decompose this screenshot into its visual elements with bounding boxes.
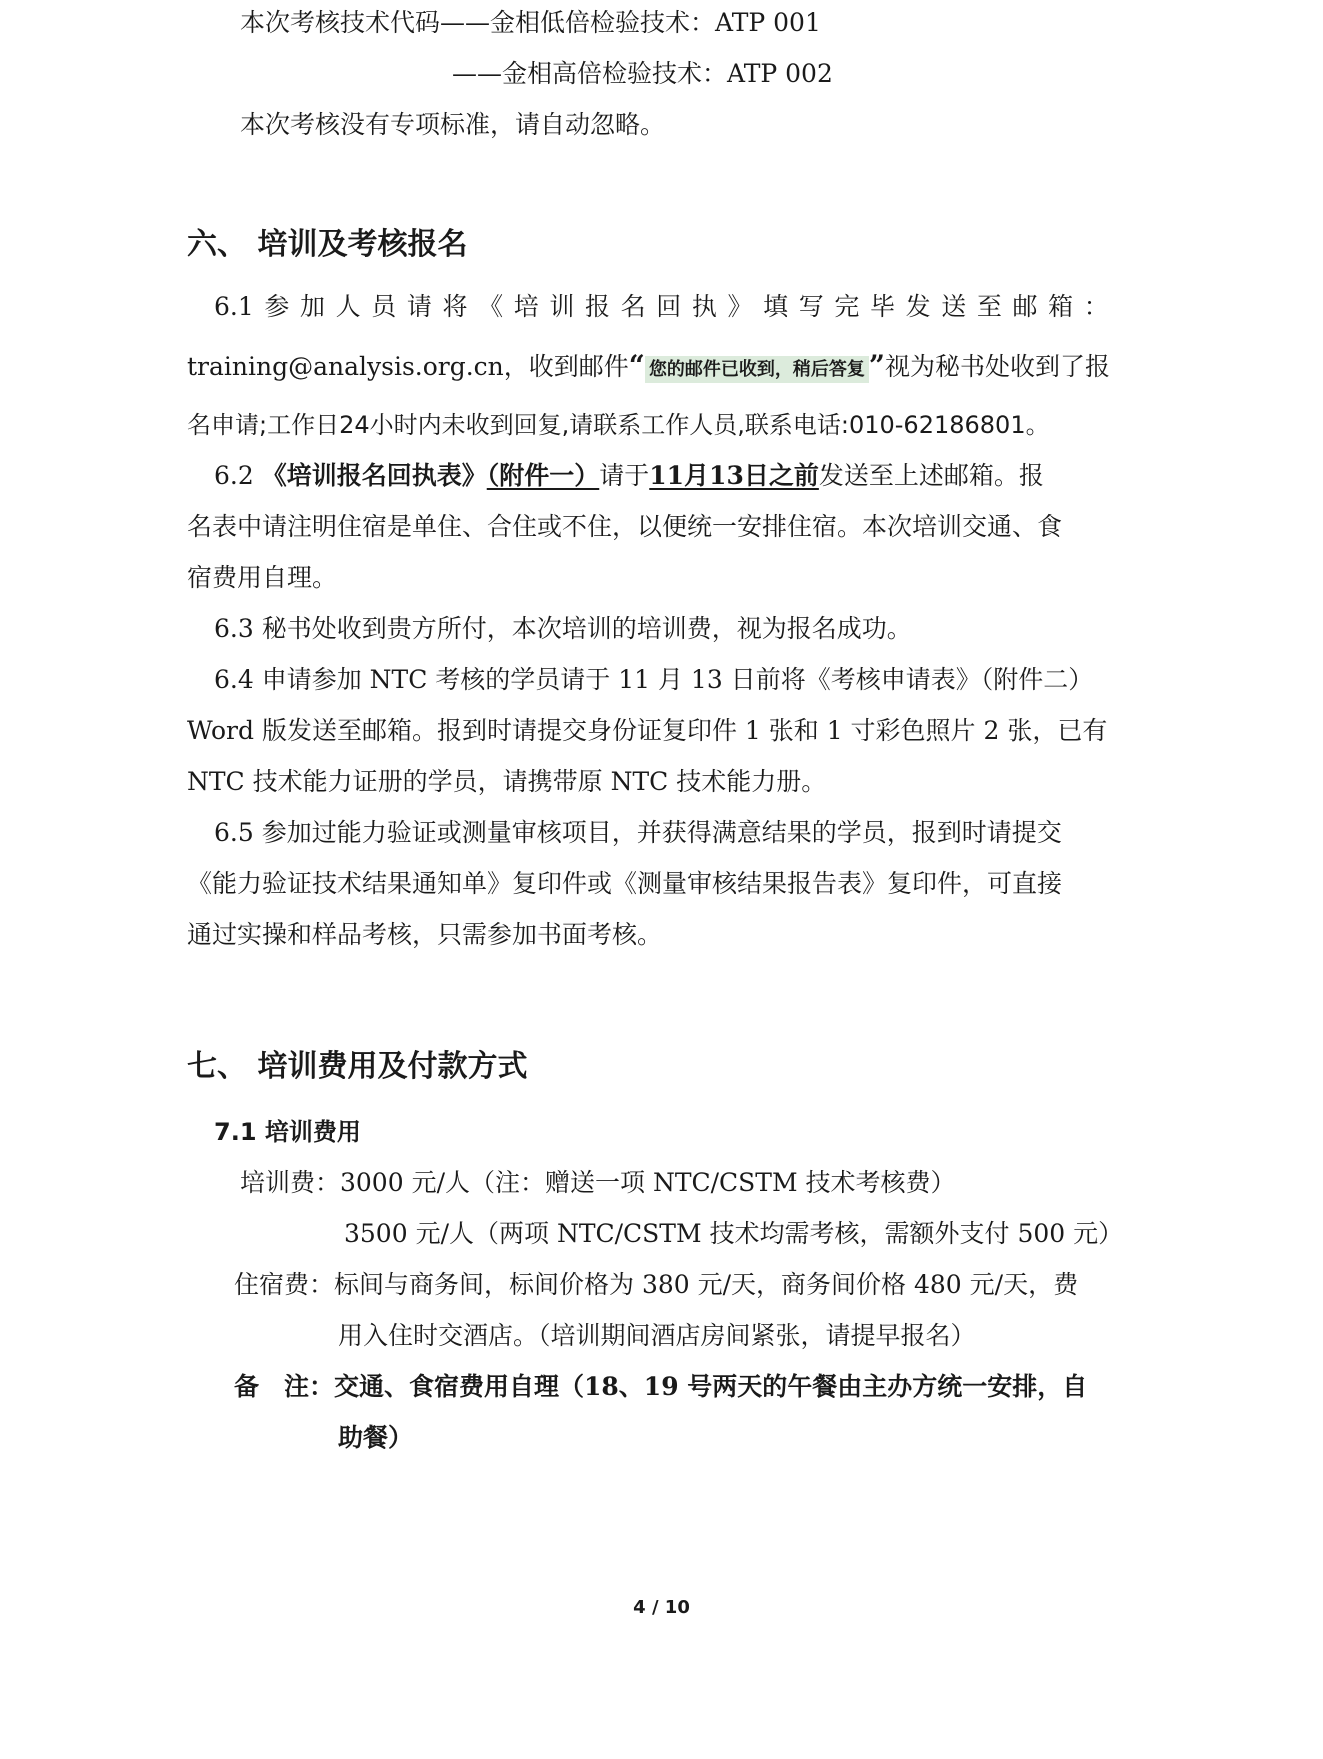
remark-label: 备 注： <box>234 1372 335 1401</box>
attachment-one: （附件一） <box>486 461 600 490</box>
page-number: 4 / 10 <box>633 1597 690 1618</box>
para-6-2-line-3: 宿费用自理。 <box>187 563 338 592</box>
para-6-1-line-1: 6.1 参 加 人 员 请 将 《 培 训 报 名 回 执 》 填 写 完 毕 发 送 至 邮 箱 ： <box>214 292 1109 321</box>
deadline-date: 11月13日之前 <box>649 461 819 490</box>
para-6-4-line-3: NTC 技术能力证册的学员，请携带原 NTC 技术能力册。 <box>187 767 827 796</box>
para-6-2-line-2: 名表中请注明住宿是单住、合住或不住，以便统一安排住宿。本次培训交通、食 <box>187 512 1063 541</box>
para-6-1-line-3: 名申请;工作日24小时内未收到回复,请联系工作人员,联系电话:010-62186801。 <box>187 411 1050 439</box>
lodging-fee-line-1: 住宿费：标间与商务间，标间价格为 380 元/天，商务间价格 480 元/天，费 <box>234 1270 1079 1299</box>
tech-code-line-1: 本次考核技术代码——金相低倍检验技术：ATP 001 <box>240 8 821 37</box>
quote-close: ” <box>868 349 886 382</box>
auto-reply-highlight: 您的邮件已收到，稍后答复 <box>645 356 869 383</box>
para-6-5-line-1: 6.5 参加过能力验证或测量审核项目，并获得满意结果的学员，报到时请提交 <box>214 818 1062 847</box>
training-fee-line-1: 培训费：3000 元/人（注：赠送一项 NTC/CSTM 技术考核费） <box>240 1168 956 1197</box>
contact-email: training@analysis.org.cn，收到邮件 <box>187 352 629 381</box>
lodging-fee-line-2: 用入住时交酒店。（培训期间酒店房间紧张，请提早报名） <box>338 1321 976 1350</box>
para-6-3: 6.3 秘书处收到贵方所付，本次培训的培训费，视为报名成功。 <box>214 614 912 643</box>
registration-form-title: 《培训报名回执表》 <box>261 461 487 490</box>
sub-heading-7-1: 7.1 培训费用 <box>214 1118 361 1146</box>
para-6-4-line-2: Word 版发送至邮箱。报到时请提交身份证复印件 1 张和 1 寸彩色照片 2 张，已有 <box>187 716 1108 745</box>
remark-line-2: 助餐） <box>338 1423 414 1452</box>
remark-line-1: 备 注：交通、食宿费用自理（18、19 号两天的午餐由主办方统一安排，自 <box>234 1372 1088 1401</box>
para-6-2-line-1: 6.2 《培训报名回执表》（附件一）请于11月13日之前发送至上述邮箱。报 <box>214 461 1044 490</box>
para-6-1-line-2: training@analysis.org.cn，收到邮件“ 您的邮件已收到，稍后答复 ”视为秘书处收到了报 <box>187 349 1111 382</box>
para-6-5-line-3: 通过实操和样品考核，只需参加书面考核。 <box>187 920 663 949</box>
section-7-heading: 七、 培训费用及付款方式 <box>187 1049 528 1084</box>
tech-code-line-2: ——金相高倍检验技术：ATP 002 <box>452 59 833 88</box>
para-6-5-line-2: 《能力验证技术结果通知单》复印件或《测量审核结果报告表》复印件，可直接 <box>187 869 1063 898</box>
no-special-standard-note: 本次考核没有专项标准，请自动忽略。 <box>240 110 666 139</box>
para-6-4-line-1: 6.4 申请参加 NTC 考核的学员请于 11 月 13 日前将《考核申请表》（附件二） <box>214 665 1094 694</box>
quote-open: “ <box>628 349 645 382</box>
training-fee-line-2: 3500 元/人（两项 NTC/CSTM 技术均需考核，需额外支付 500 元） <box>344 1219 1124 1248</box>
section-6-heading: 六、 培训及考核报名 <box>187 227 468 262</box>
